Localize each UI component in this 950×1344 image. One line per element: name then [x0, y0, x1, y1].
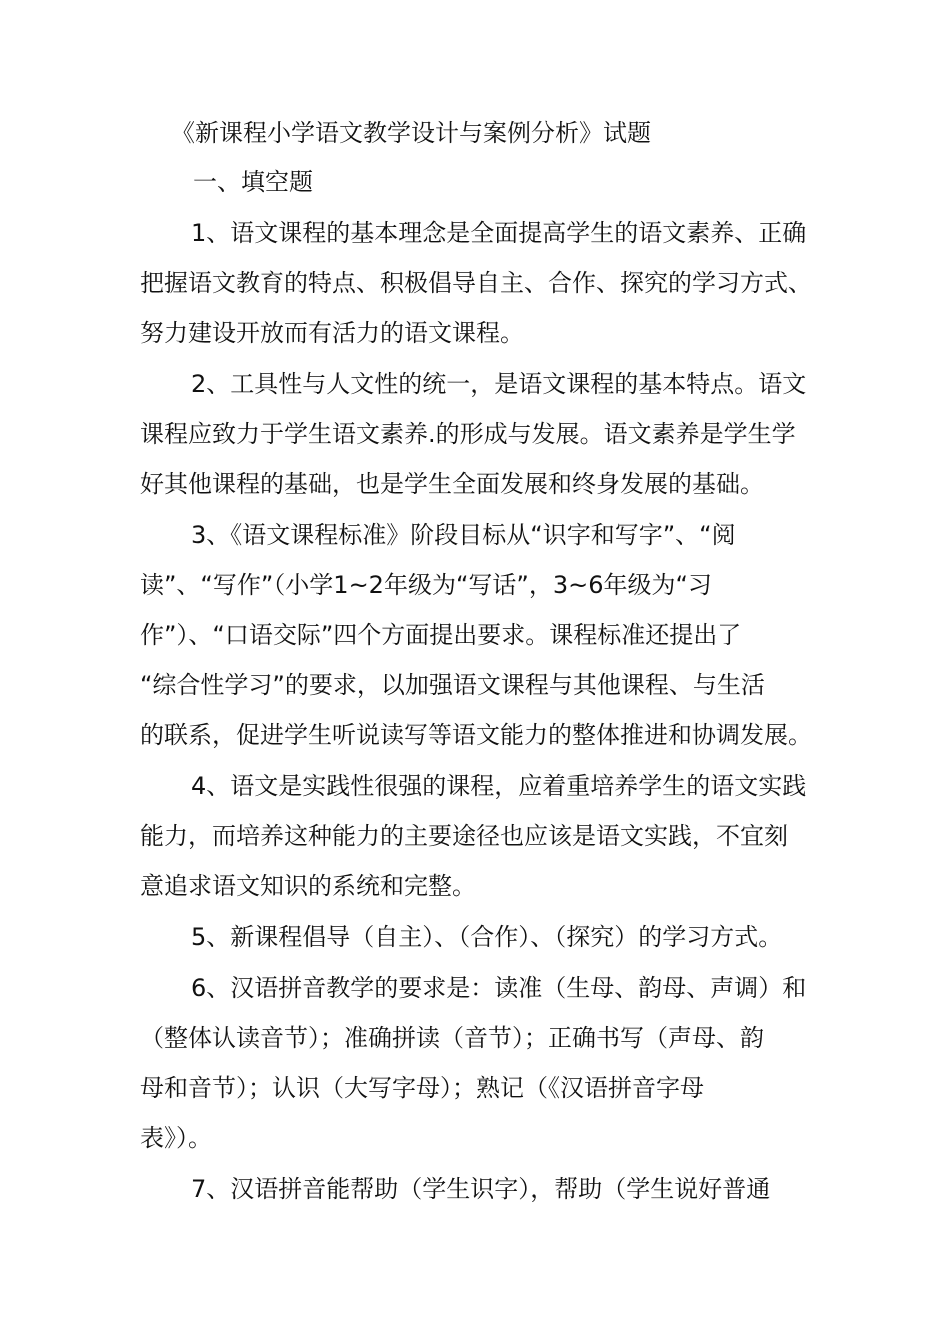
paragraph-line: 1、语文课程的基本理念是全面提高学生的语文素养、正确 — [191, 219, 807, 247]
paragraph-line: 能力，而培养这种能力的主要途径也应该是语文实践，不宜刻 — [140, 822, 788, 850]
paragraph-line: 的联系，促进学生听说读写等语文能力的整体推进和协调发展。 — [140, 721, 812, 749]
paragraph-line: 努力建设开放而有活力的语文课程。 — [140, 319, 524, 347]
paragraph-line: “综合性学习”的要求，以加强语文课程与其他课程、与生活 — [140, 671, 765, 699]
paragraph-line: 5、新课程倡导（自主）、（合作）、（探究）的学习方式。 — [191, 923, 783, 951]
paragraph-line: 课程应致力于学生语文素养.的形成与发展。语文素养是学生学 — [140, 420, 796, 448]
paragraph-line: 2、工具性与人文性的统一，是语文课程的基本特点。语文 — [191, 370, 807, 398]
paragraph-line: （整体认读音节）；准确拼读（音节）；正确书写（声母、韵 — [140, 1024, 764, 1052]
section-heading: 一、填空题 — [193, 168, 313, 196]
paragraph-line: 读”、“写作”（小学1~2年级为“写话”，3~6年级为“习 — [140, 571, 712, 599]
paragraph-line: 表》）。 — [140, 1124, 212, 1152]
paragraph-line: 把握语文教育的特点、积极倡导自主、合作、探究的学习方式、 — [140, 269, 812, 297]
paragraph-line: 4、语文是实践性很强的课程，应着重培养学生的语文实践 — [191, 772, 807, 800]
paragraph-line: 7、汉语拼音能帮助（学生识字），帮助（学生说好普通 — [191, 1175, 771, 1203]
paragraph-line: 母和音节）；认识（大写字母）；熟记（《汉语拼音字母 — [140, 1074, 704, 1102]
document-title: 《新课程小学语文教学设计与案例分析》试题 — [171, 119, 651, 147]
paragraph-line: 3、《语文课程标准》阶段目标从“识字和写字”、“阅 — [191, 521, 736, 549]
paragraph-line: 作”）、“口语交际”四个方面提出要求。课程标准还提出了 — [140, 621, 742, 649]
paragraph-line: 6、汉语拼音教学的要求是：读准（生母、韵母、声调）和 — [191, 974, 807, 1002]
paragraph-line: 意追求语文知识的系统和完整。 — [140, 872, 476, 900]
paragraph-line: 好其他课程的基础，也是学生全面发展和终身发展的基础。 — [140, 470, 764, 498]
